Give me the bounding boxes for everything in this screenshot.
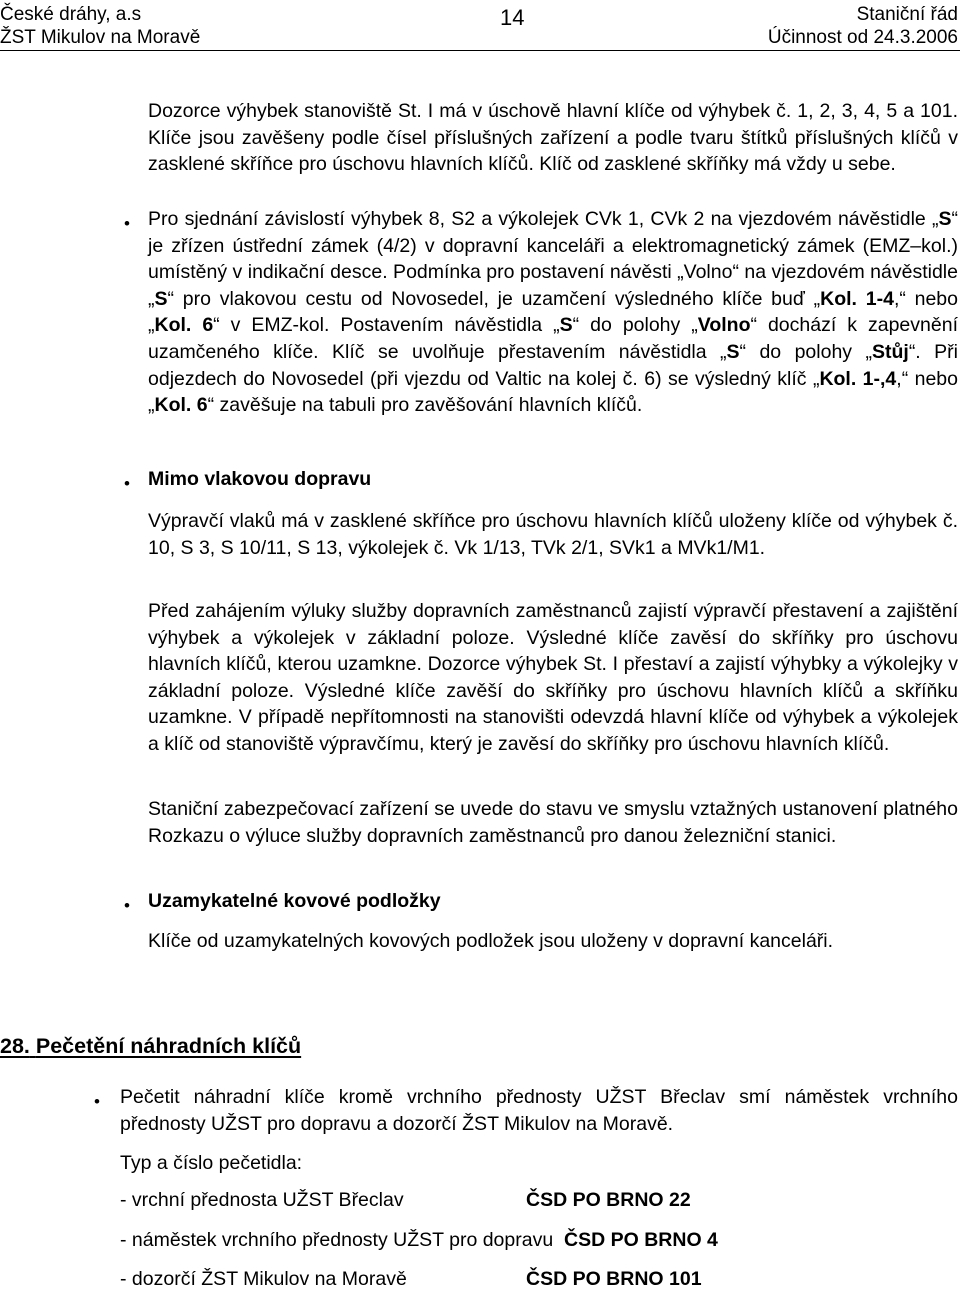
header-effective-date: Účinnost od 24.3.2006 bbox=[767, 27, 958, 48]
seal-code: ČSD PO BRNO 22 bbox=[526, 1189, 691, 1211]
paragraph-peceteni: Pečetit náhradní klíče kromě vrchního přednosty UŽST Břeclav smí náměstek vrchního přednosty UŽST pro dopravu a dozorčí ŽST Mikulov na Moravě. bbox=[120, 1086, 958, 1135]
header-station: ŽST Mikulov na Moravě bbox=[0, 27, 201, 48]
page-header bbox=[0, 0, 960, 48]
seal-row bbox=[120, 1266, 702, 1292]
paragraph-podlozky-klice: Klíče od uzamykatelných kovových podložek jsou uloženy v dopravní kanceláři. bbox=[148, 930, 834, 952]
section-heading-28: 28. Pečetění náhradních klíčů bbox=[0, 1034, 302, 1058]
bullet: • bbox=[124, 474, 130, 493]
bullet: • bbox=[124, 896, 130, 915]
seal-role: - vrchní přednosta UŽST Břeclav bbox=[120, 1189, 404, 1211]
seal-role: - dozorčí ŽST Mikulov na Moravě bbox=[120, 1268, 407, 1290]
heading-uzamykatelne-podlozky: Uzamykatelné kovové podložky bbox=[148, 890, 441, 912]
paragraph-vypravci-klice: Výpravčí vlaků má v zasklené skříňce pro úschovu hlavních klíčů uloženy klíče od výhybek č. 10, S 3, S 10/11, S 13, výkolejek č. Vk 1/13, TVk 2/1, SVk1 a MVk1/M1. bbox=[148, 510, 958, 559]
paragraph-zabezpecovaci-zarizeni: Staniční zabezpečovací zařízení se uvede do stavu ve smyslu vztažných ustanovení platného Rozkazu o výluce služby dopravních zaměstnanců pro danou železniční stanici. bbox=[148, 798, 958, 847]
seal-row bbox=[120, 1187, 691, 1213]
header-page-number: 14 bbox=[500, 5, 525, 30]
seal-code: ČSD PO BRNO 4 bbox=[564, 1229, 718, 1251]
seal-role: - náměstek vrchního přednosty UŽST pro dopravu bbox=[120, 1229, 554, 1251]
paragraph-zavislosti: Pro sjednání závislostí výhybek 8, S2 a výkolejek CVk 1, CVk 2 na vjezdovém návěstidle „S“ je zřízen ústřední zámek (4/2) v dopravní kanceláři a elektromagnetický zámek (EMZ–kol.) umístěný v indikační desce. Podmínka pro postavení návěsti „Volno“ na vjezdovém návěstidle „S“ pro vlakovou cestu od Novosedel, je uzamčení výsledného klíče buď „Kol. 1-4,“ nebo „Kol. 6“ v EMZ-kol. Postavením návěstidla „S“ do polohy „Volno“ dochází k zapevnění uzamčeného klíče. Klíč se uvolňuje přestavením návěstidla „S“ do polohy „Stůj“. Při odjezdech do Novosedel (při vjezdu od Valtic na kolej č. 6) se výsledný klíč „Kol. 1-,4,“ nebo „Kol. 6“ zavěšuje na tabuli pro zavěšování hlavních klíčů. bbox=[148, 208, 958, 417]
paragraph-vyluka: Před zahájením výluky služby dopravních zaměstnanců zajistí výpravčí přestavení a zajištění výhybek a výkolejek v základní poloze. Výsledné klíče zavěsí do skříňky pro úschovu hlavních klíčů, kterou uzamkne. Dozorce výhybek St. I přestaví a zajistí výhybky a výkolejky v základní poloze. Výsledné klíče zavěší do skříňky pro úschovu hlavních klíčů a skříňku uzamkne. V případě nepřítomnosti na stanovišti odevzdá hlavní klíče od výhybek a výkolejek a klíč od stanoviště výpravčímu, který je zavěsí do skříňky pro úschovu hlavních klíčů. bbox=[148, 600, 958, 755]
bullet: • bbox=[124, 214, 130, 233]
bullet: • bbox=[94, 1092, 100, 1111]
header-doc-title: Staniční řád bbox=[856, 4, 958, 25]
heading-mimo-vlakovou-dopravu: Mimo vlakovou dopravu bbox=[148, 468, 372, 490]
seal-row bbox=[120, 1227, 718, 1253]
header-rule bbox=[0, 50, 960, 51]
seal-code: ČSD PO BRNO 101 bbox=[526, 1268, 702, 1290]
seal-type-label: Typ a číslo pečetidla: bbox=[120, 1152, 303, 1174]
header-company: České dráhy, a.s bbox=[0, 4, 142, 25]
paragraph-dozorce: Dozorce výhybek stanoviště St. I má v úschově hlavní klíče od výhybek č. 1, 2, 3, 4, 5 a 101. Klíče jsou zavěšeny podle čísel příslušných zařízení a podle tvaru štítků příslušných klíčů v zasklené skříňce pro úschovu hlavních klíčů. Klíč od zasklené skříňky má vždy u sebe. bbox=[148, 100, 958, 176]
